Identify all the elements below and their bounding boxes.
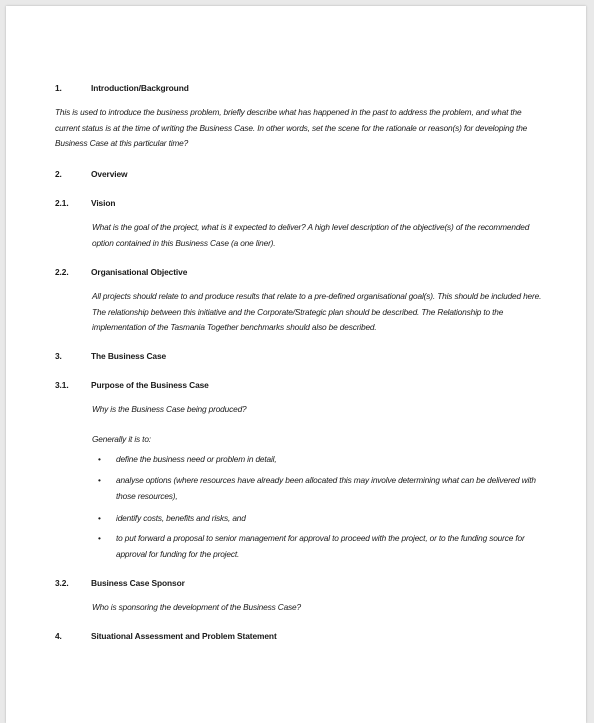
section-number: 4. xyxy=(55,631,62,641)
section-title: The Business Case xyxy=(91,351,167,361)
section-number: 3. xyxy=(55,351,62,361)
section-number: 2.2. xyxy=(55,267,69,277)
section-number: 2.1. xyxy=(55,198,69,208)
section-body-2-2: All projects should relate to and produce results that relate to a pre-defined organisational goal(s). This should be included here. The relationship between this initiative and the Corporate/Strategic plan should be described. The Relationship to the implementation of the Tasmania Together benchmarks should also be described. xyxy=(92,291,542,332)
section-title: Situational Assessment and Problem Statement xyxy=(91,631,277,641)
document-page xyxy=(6,6,586,723)
section-title: Introduction/Background xyxy=(91,83,189,93)
section-number: 2. xyxy=(55,169,62,179)
section-title: Vision xyxy=(91,198,116,208)
section-body-3-2: Who is sponsoring the development of the Business Case? xyxy=(92,602,301,612)
list-item-text: define the business need or problem in detail, xyxy=(116,454,277,464)
section-number: 1. xyxy=(55,83,62,93)
section-body-1: This is used to introduce the business problem, briefly describe what has happened in the past to address the problem, and what the current status is at the time of writing the Business Case. In other words, set the scene for the rationale or reason(s) for developing the Business Case at this particular time? xyxy=(55,107,528,148)
section-number: 3.2. xyxy=(55,578,69,588)
section-body-2-1: What is the goal of the project, what is it expected to deliver? A high level description of the objective(s) of the recommended option contained in this Business Case (a one liner). xyxy=(92,222,530,248)
purpose-question: Why is the Business Case being produced? xyxy=(92,404,247,414)
section-title: Purpose of the Business Case xyxy=(91,380,209,390)
section-title: Business Case Sponsor xyxy=(91,578,185,588)
list-item-text: to put forward a proposal to senior management for approval to proceed with the project, or to the funding source for approval for funding for the project. xyxy=(116,533,525,559)
section-number: 3.1. xyxy=(55,380,69,390)
list-item-text: identify costs, benefits and risks, and xyxy=(116,513,246,523)
section-title: Overview xyxy=(91,169,128,179)
bullet-icon: • xyxy=(98,513,101,523)
purpose-intro: Generally it is to: xyxy=(92,434,151,444)
bullet-icon: • xyxy=(98,533,101,543)
section-title: Organisational Objective xyxy=(91,267,188,277)
bullet-icon: • xyxy=(98,454,101,464)
list-item-text: analyse options (where resources have already been allocated this may involve determining what can be delivered with those resources), xyxy=(116,475,536,501)
bullet-icon: • xyxy=(98,475,101,485)
